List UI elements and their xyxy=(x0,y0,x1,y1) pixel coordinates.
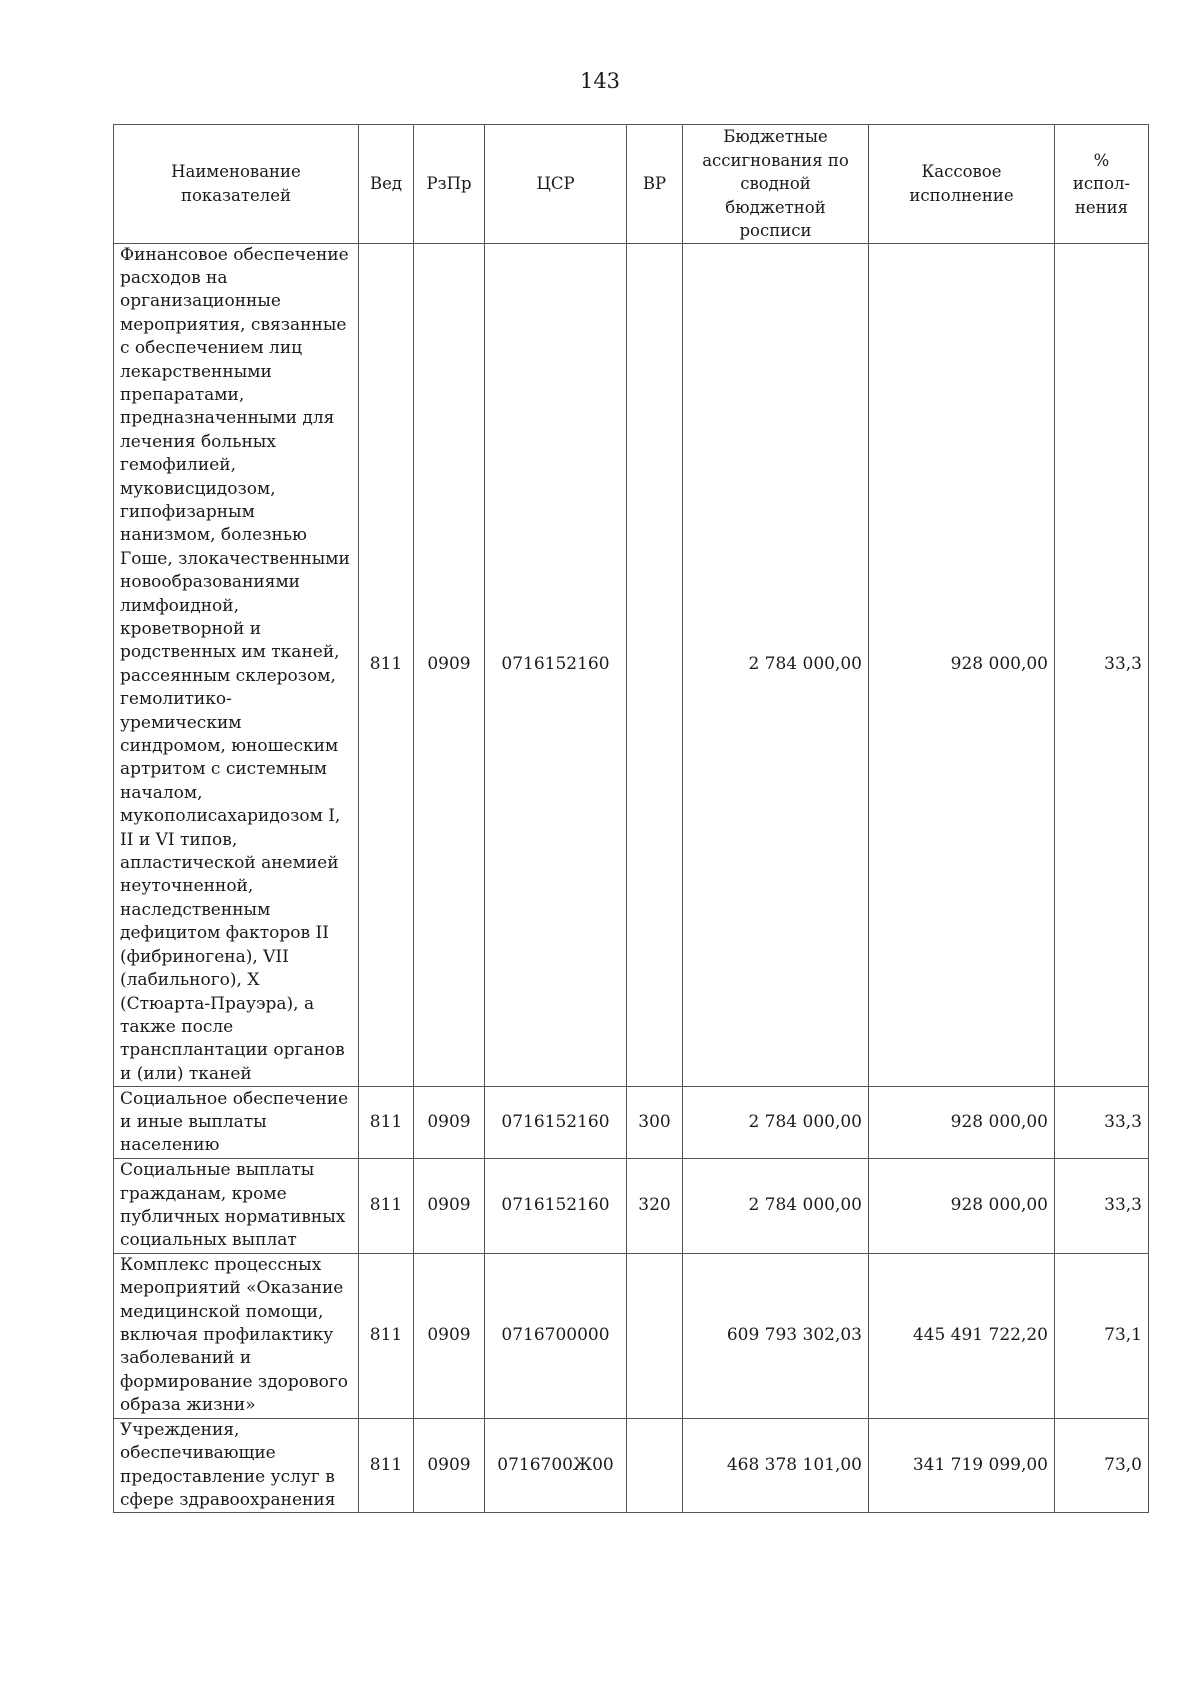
table-row xyxy=(114,1418,1149,1513)
table-header-row xyxy=(114,125,1149,244)
cell-csr: 0716152160 xyxy=(485,1159,627,1254)
cell-pct: 33,3 xyxy=(1055,1159,1149,1254)
cell-rzpr: 0909 xyxy=(414,1087,485,1159)
cell-pct: 33,3 xyxy=(1055,1087,1149,1159)
cell-vr xyxy=(627,1418,683,1513)
cell-pct: 33,3 xyxy=(1055,243,1149,1087)
cell-cash: 928 000,00 xyxy=(869,1087,1055,1159)
table-row xyxy=(114,1159,1149,1254)
cell-ved: 811 xyxy=(359,1253,414,1418)
cell-ved: 811 xyxy=(359,243,414,1087)
cell-cash: 445 491 722,20 xyxy=(869,1253,1055,1418)
cell-budget: 609 793 302,03 xyxy=(683,1253,869,1418)
cell-pct: 73,0 xyxy=(1055,1418,1149,1513)
cell-ved: 811 xyxy=(359,1087,414,1159)
cell-csr: 0716152160 xyxy=(485,243,627,1087)
budget-execution-table xyxy=(113,124,1149,1513)
header-vr: ВР xyxy=(627,125,683,244)
cell-csr: 0716700Ж00 xyxy=(485,1418,627,1513)
header-budget: Бюджетные ассигнования по сводной бюджетной росписи xyxy=(683,125,869,244)
cell-cash: 341 719 099,00 xyxy=(869,1418,1055,1513)
cell-name: Социальные выплаты гражданам, кроме публичных нормативных социальных выплат xyxy=(114,1159,359,1254)
page-number: 143 xyxy=(579,69,621,93)
cell-csr: 0716700000 xyxy=(485,1253,627,1418)
cell-ved: 811 xyxy=(359,1418,414,1513)
cell-name: Финансовое обеспечение расходов на организационные мероприятия, связанные с обеспечением лиц лекарственными препаратами, предназначенными для лечения больных гемофилией, муковисцидозом, гипофизарным нанизмом, болезнью Гоше, злокачественными новообразованиями лимфоидной, кроветворной и родственных им тканей, рассеянным склерозом, гемолитико-уремическим синдромом, юношеским артритом с системным началом, мукополисахаридозом I, II и VI типов, апластической анемией неуточненной, наследственным дефицитом факторов II (фибриногена), VII (лабильного), X (Стюарта-Прауэра), а также после трансплантации органов и (или) тканей xyxy=(114,243,359,1087)
cell-rzpr: 0909 xyxy=(414,1253,485,1418)
cell-vr xyxy=(627,243,683,1087)
cell-pct: 73,1 xyxy=(1055,1253,1149,1418)
cell-name: Учреждения, обеспечивающие предоставление услуг в сфере здравоохранения xyxy=(114,1418,359,1513)
cell-budget: 2 784 000,00 xyxy=(683,243,869,1087)
cell-vr: 300 xyxy=(627,1087,683,1159)
cell-name: Комплекс процессных мероприятий «Оказание медицинской помощи, включая профилактику заболеваний и формирование здорового образа жизни» xyxy=(114,1253,359,1418)
cell-budget: 2 784 000,00 xyxy=(683,1087,869,1159)
cell-cash: 928 000,00 xyxy=(869,1159,1055,1254)
header-csr: ЦСР xyxy=(485,125,627,244)
table-row xyxy=(114,1087,1149,1159)
header-cash: Кассовое исполнение xyxy=(869,125,1055,244)
cell-budget: 2 784 000,00 xyxy=(683,1159,869,1254)
cell-csr: 0716152160 xyxy=(485,1087,627,1159)
cell-name: Социальное обеспечение и иные выплаты населению xyxy=(114,1087,359,1159)
cell-rzpr: 0909 xyxy=(414,1418,485,1513)
header-rzpr: РзПр xyxy=(414,125,485,244)
header-pct: % испол-нения xyxy=(1055,125,1149,244)
cell-cash: 928 000,00 xyxy=(869,243,1055,1087)
cell-rzpr: 0909 xyxy=(414,1159,485,1254)
cell-ved: 811 xyxy=(359,1159,414,1254)
cell-budget: 468 378 101,00 xyxy=(683,1418,869,1513)
header-ved: Вед xyxy=(359,125,414,244)
header-name: Наименование показателей xyxy=(114,125,359,244)
table-row xyxy=(114,1253,1149,1418)
cell-rzpr: 0909 xyxy=(414,243,485,1087)
cell-vr: 320 xyxy=(627,1159,683,1254)
table-row xyxy=(114,243,1149,1087)
cell-vr xyxy=(627,1253,683,1418)
